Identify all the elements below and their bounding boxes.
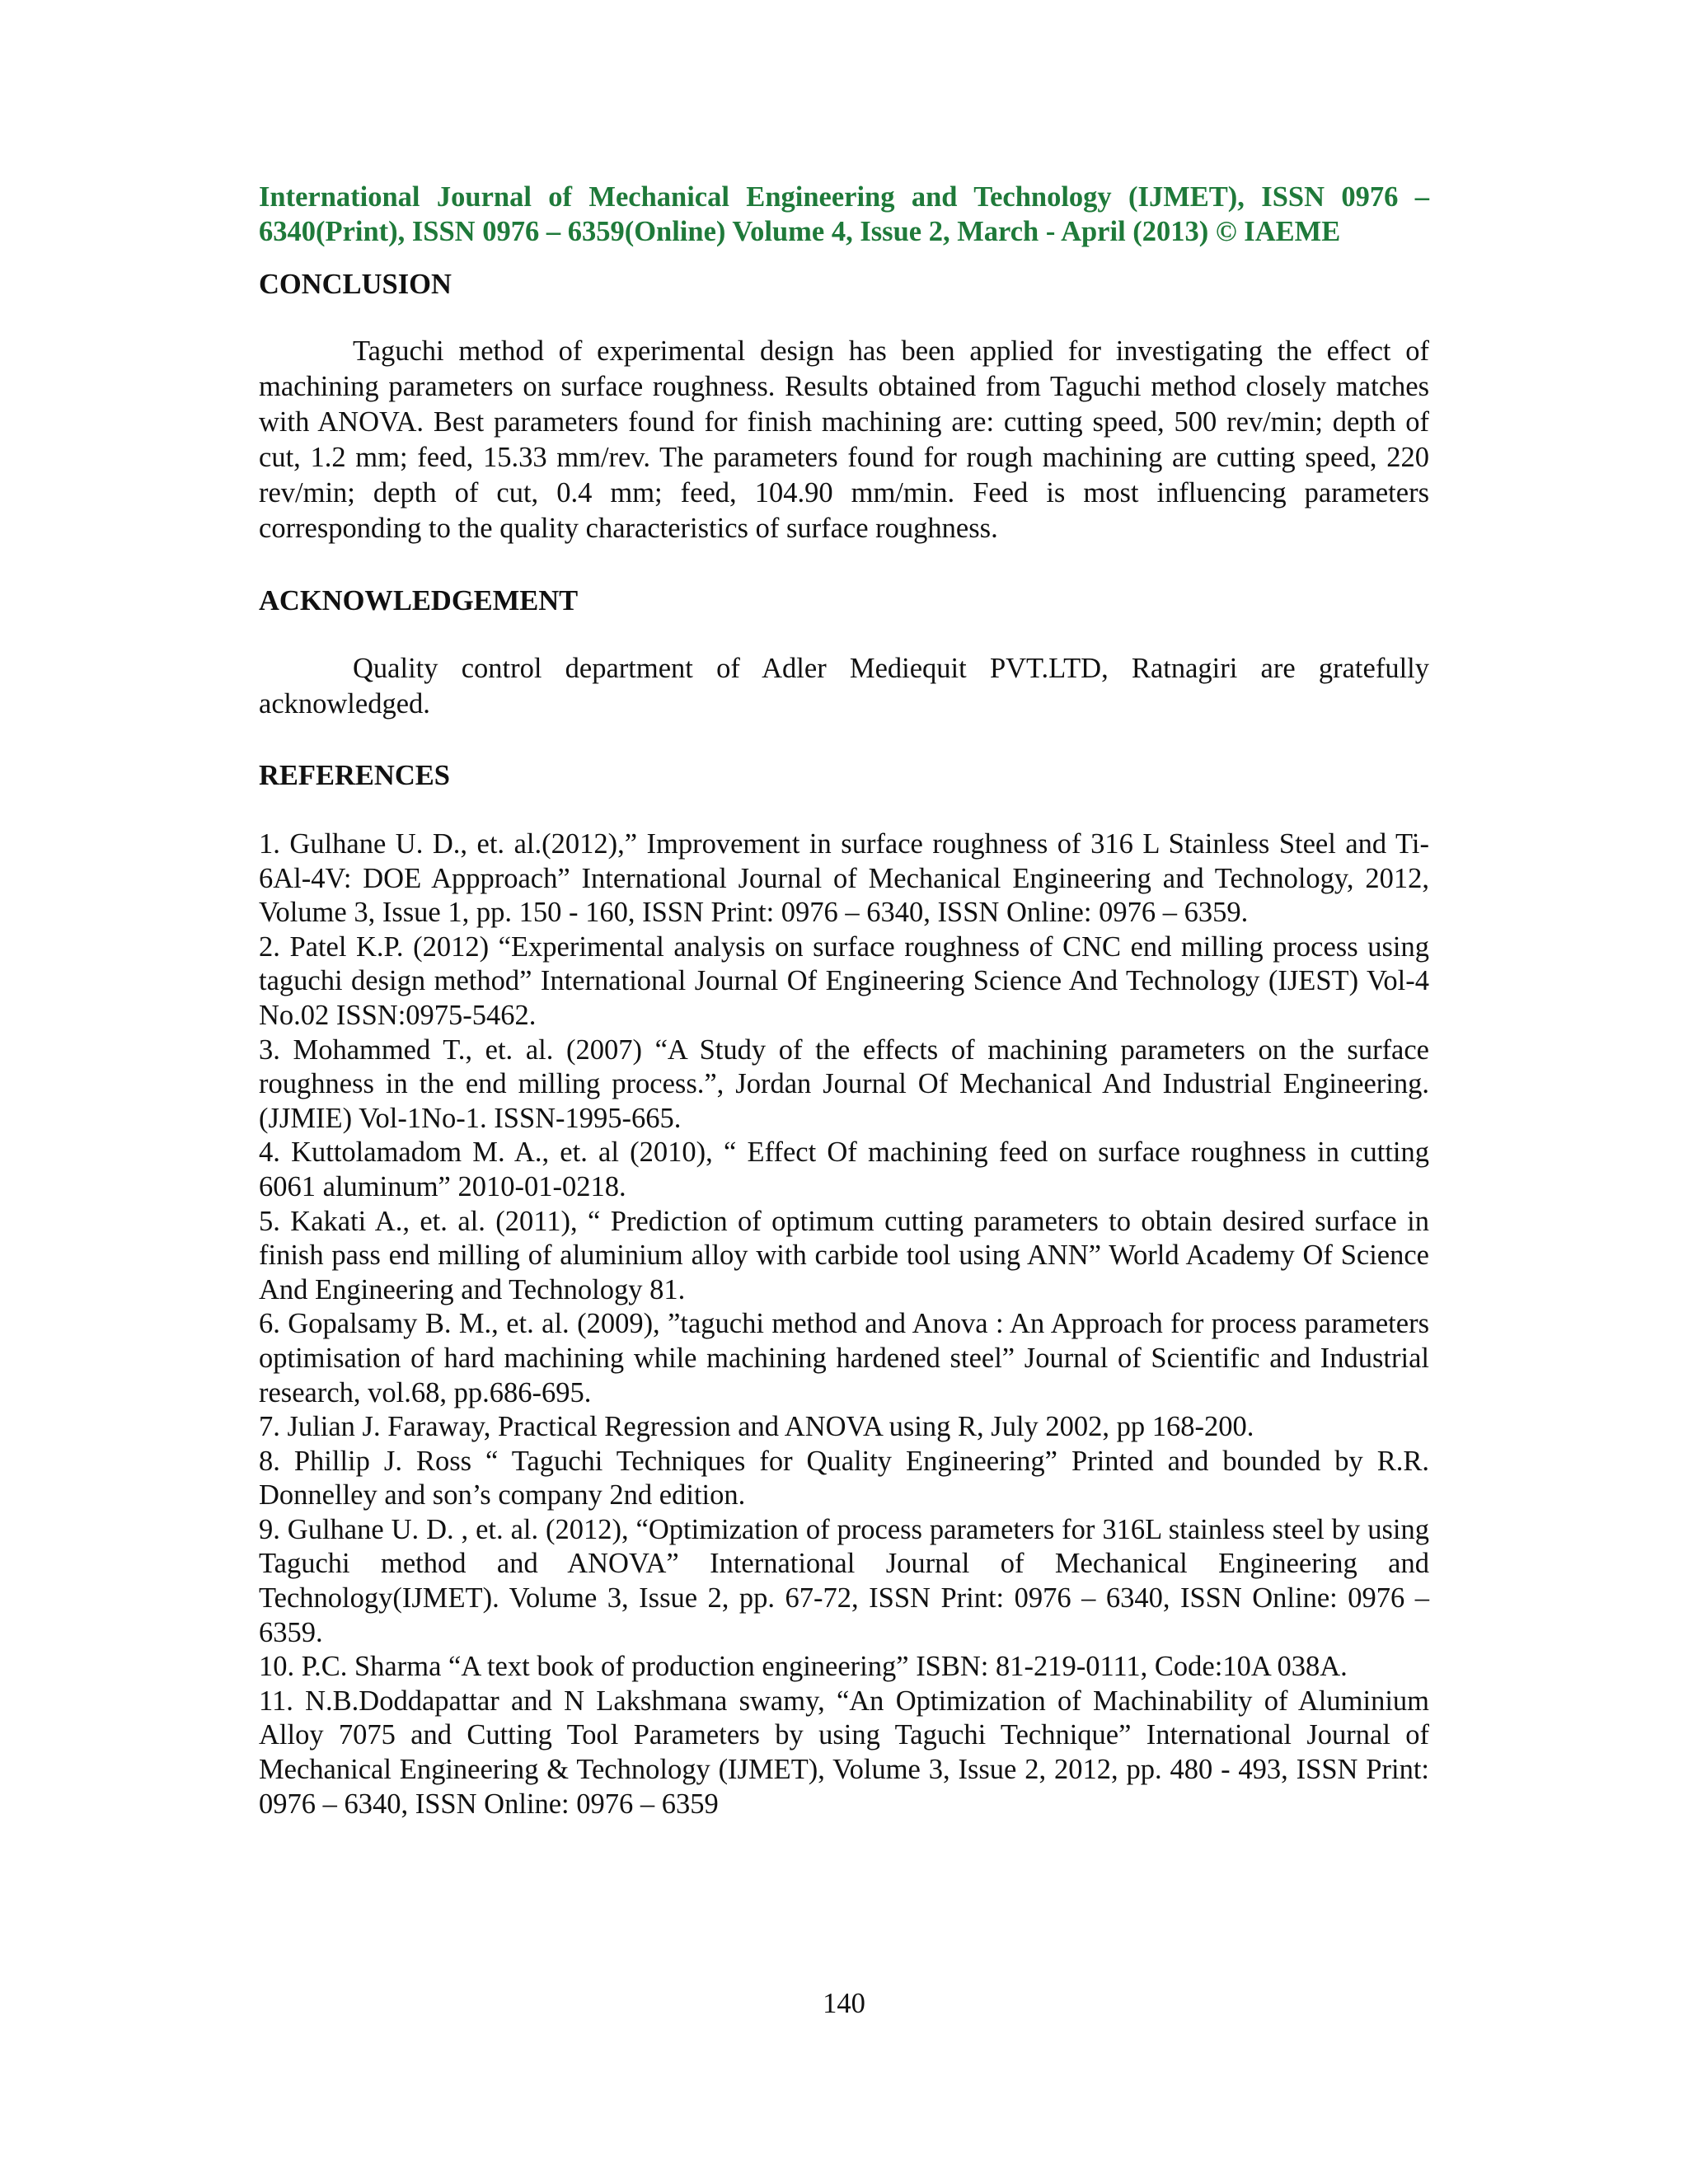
reference-item: 8. Phillip J. Ross “ Taguchi Techniques for Quality Engineering” Printed and bounded by R.R. Donnelley and son’s company 2nd edition. <box>259 1445 1429 1511</box>
reference-item: 4. Kuttolamadom M. A., et. al (2010), “ Effect Of machining feed on surface roughness in cutting 6061 aluminum” 2010-01-0218. <box>259 1137 1429 1202</box>
acknowledgement-paragraph: Quality control department of Adler Mediequit PVT.LTD, Ratnagiri are gratefully acknowledged. <box>259 653 1429 719</box>
reference-item: 2. Patel K.P. (2012) “Experimental analysis on surface roughness of CNC end milling process using taguchi design method” International Journal Of Engineering Science And Technology (IJEST) Vol-4 No.02 ISSN:0975-5462. <box>259 930 1429 1031</box>
acknowledgement-heading: ACKNOWLEDGEMENT <box>259 585 579 616</box>
reference-list <box>259 827 1429 1821</box>
reference-item: 10. P.C. Sharma “A text book of production engineering” ISBN: 81-219-0111, Code:10A 038A. <box>259 1651 1348 1683</box>
reference-item: 11. N.B.Doddapattar and N Lakshmana swamy, “An Optimization of Machinability of Aluminium Alloy 7075 and Cutting Tool Parameters by using Taguchi Technique” International Journal of Mechanical Engineering & Technology (IJMET), Volume 3, Issue 2, 2012, pp. 480 - 493, ISSN Print: 0976 – 6340, ISSN Online: 0976 – 6359 <box>259 1685 1429 1820</box>
reference-item: 9. Gulhane U. D. , et. al. (2012), “Optimization of process parameters for 316L stainless steel by using Taguchi method and ANOVA” International Journal of Mechanical Engineering and Technology(IJMET). Volume 3, Issue 2, pp. 67-72, ISSN Print: 0976 – 6340, ISSN Online: 0976 – 6359. <box>259 1513 1429 1648</box>
reference-item: 3. Mohammed T., et. al. (2007) “A Study of the effects of machining parameters on the surface roughness in the end milling process.”, Jordan Journal Of Mechanical And Industrial Engineering.(JJMIE) Vol-1No-1. ISSN-1995-665. <box>259 1033 1429 1134</box>
reference-item: 1. Gulhane U. D., et. al.(2012),” Improvement in surface roughness of 316 L Stainless Steel and Ti-6Al-4V: DOE Appproach” International Journal of Mechanical Engineering and Technology, 2012, Volume 3, Issue 1, pp. 150 - 160, ISSN Print: 0976 – 6340, ISSN Online: 0976 – 6359. <box>259 828 1429 929</box>
conclusion-heading: CONCLUSION <box>259 269 452 300</box>
journal-header: International Journal of Mechanical Engineering and Technology (IJMET), ISSN 0976 – 6340(Print), ISSN 0976 – 6359(Online) Volume 4, Issue 2, March - April (2013) © IAEME <box>259 181 1429 247</box>
conclusion-paragraph: Taguchi method of experimental design has been applied for investigating the effect of machining parameters on surface roughness. Results obtained from Taguchi method closely matches with ANOVA. Best parameters found for finish machining are: cutting speed, 500 rev/min; depth of cut, 1.2 mm; feed, 15.33 mm/rev. The parameters found for rough machining are cutting speed, 220 rev/min; depth of cut, 0.4 mm; feed, 104.90 mm/min. Feed is most influencing parameters corresponding to the quality characteristics of surface roughness. <box>259 335 1429 544</box>
references-heading: REFERENCES <box>259 760 450 791</box>
page-number: 140 <box>823 1988 865 2019</box>
reference-item: 7. Julian J. Faraway, Practical Regression and ANOVA using R, July 2002, pp 168-200. <box>259 1411 1254 1443</box>
paper-page <box>259 180 1429 1821</box>
reference-item: 6. Gopalsamy B. M., et. al. (2009), ”taguchi method and Anova : An Approach for process parameters optimisation of hard machining while machining hardened steel” Journal of Scientific and Industrial research, vol.68, pp.686-695. <box>259 1308 1429 1408</box>
reference-item: 5. Kakati A., et. al. (2011), “ Prediction of optimum cutting parameters to obtain desired surface in finish pass end milling of aluminium alloy with carbide tool using ANN” World Academy Of Science And Engineering and Technology 81. <box>259 1205 1429 1305</box>
